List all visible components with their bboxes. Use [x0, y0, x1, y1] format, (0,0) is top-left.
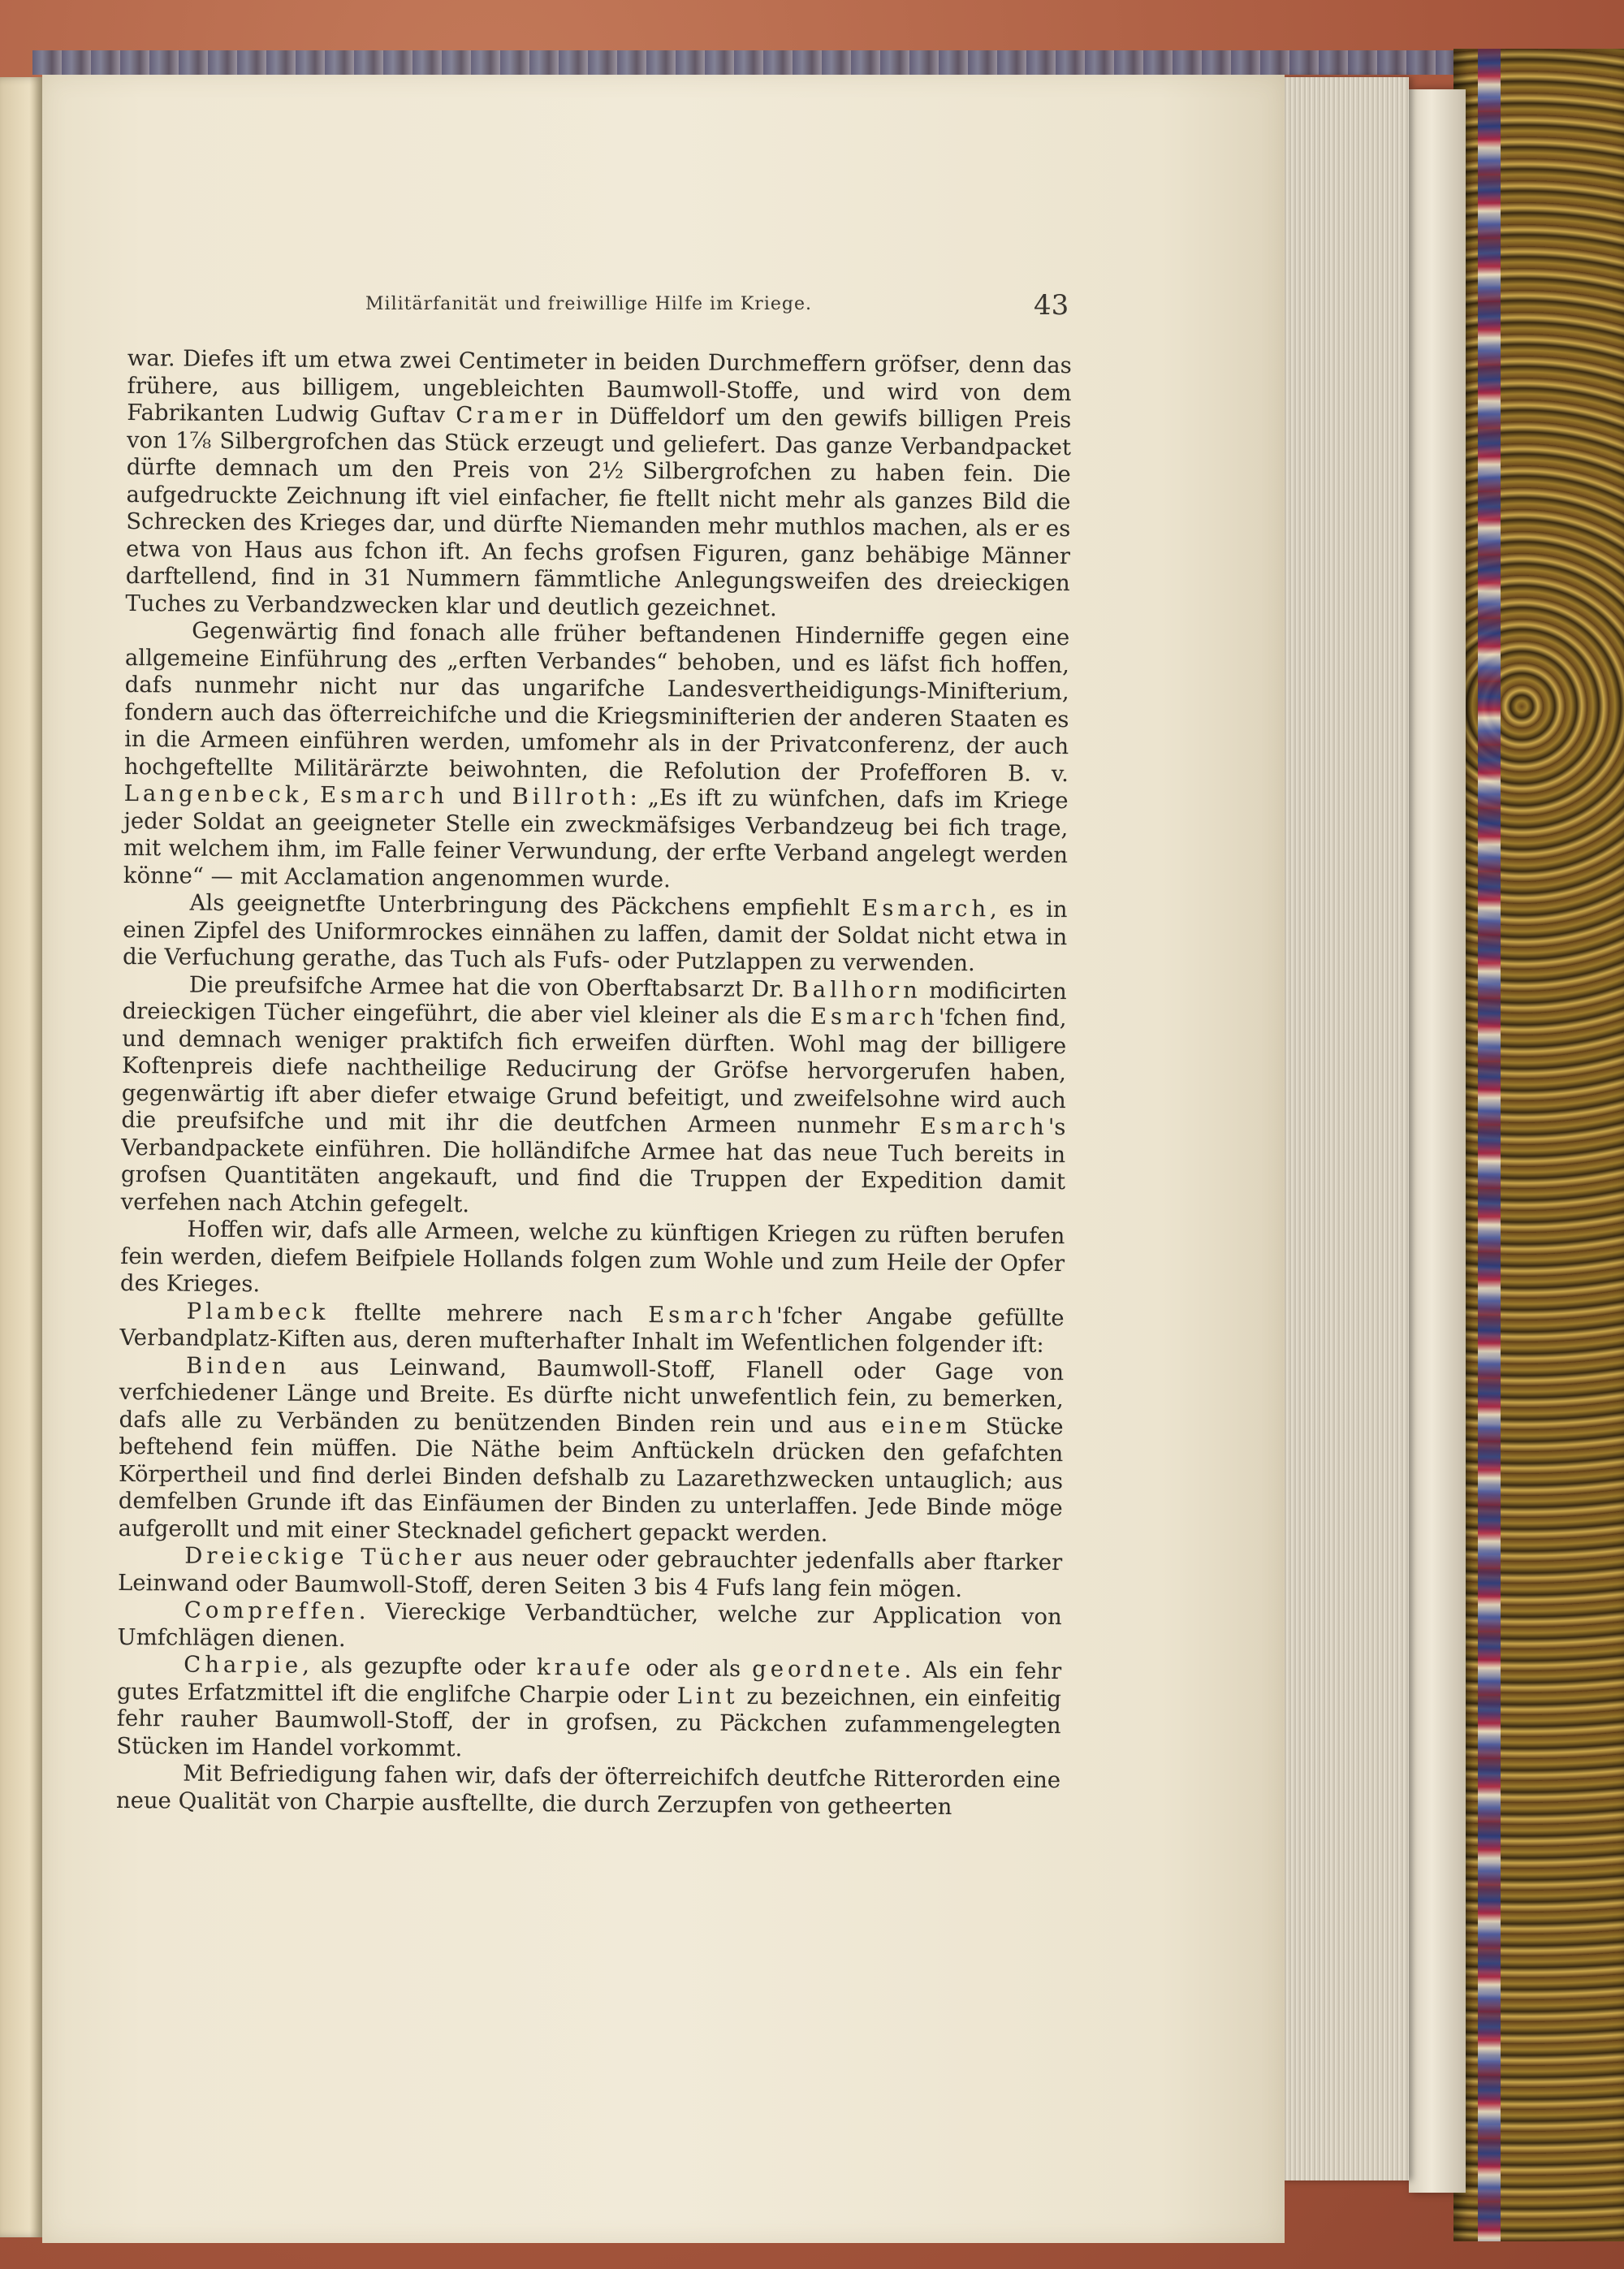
- spaced-emphasis: Esmarch: [319, 781, 449, 810]
- paragraph: [118, 1351, 1064, 1549]
- spaced-emphasis: Esmarch: [648, 1301, 777, 1329]
- text-run: zu bezeichnen, ein einfeitig fehr rauher Baumwoll-Stoff, der in grofsen, zu Päckchen zufammengelegten Stücken im Handel vorkommt.: [116, 1683, 1062, 1761]
- page-number: 43: [1034, 289, 1069, 322]
- spaced-emphasis: Plambeck: [186, 1298, 330, 1325]
- text-run: in Düffeldorf um den gewifs billigen Preis von 1⅞ Silbergrofchen das Stück erzeugt und geliefert. Das ganze Verbandpacket dürfte demnach um den Preis von 2½ Silbergrofchen zu haben fein. Die aufgedruckte Zeichnung ift viel einfacher, fie ftellt nicht mehr als ganzes Bild die Schrecken des Krieges dar, und dürfte Niemanden mehr muthlos machen, als er es etwa von Haus aus fchon ift. An fechs grofsen Figuren, ganz behäbige Männer darftellend, find in 31 Nummern fämmtliche Anlegungsweifen des dreieckigen Tuches zu Verbandzwecken klar und deutlich gezeichnet.: [125, 403, 1072, 621]
- spaced-emphasis: Dreieckige Tücher: [184, 1542, 466, 1571]
- text-run: , als gezupfte oder: [302, 1652, 538, 1681]
- text-run: 'fchen find, und demnach weniger praktifch fich erweifen dürften. Wohl mag der billigere Koftenpreis diefe nachtheilige Reducirung der Gröfse hervorgerufen haben, gegenwärtig ift aber diefer etwaige Grund befeitigt, und zweifelsohne wird auch die preufsifche und mit ihr die deutfchen Armeen nunmehr: [121, 1004, 1067, 1139]
- spaced-emphasis: kraufe: [536, 1654, 635, 1681]
- page-block-edges: [1279, 77, 1409, 2180]
- spaced-emphasis: Compreffen: [184, 1597, 359, 1625]
- paragraph: [121, 970, 1067, 1223]
- text-run: Gegenwärtig find fonach alle früher beftandenen Hinderniffe gegen eine allgemeine Einführung des „erften Verbandes“ behoben, und es läfst fich hoffen, dafs nunmehr nicht nur das ungarifche Landesvertheidigungs-Minifterium, fondern auch das öfterreichifche und die Kriegsminifterien der anderen Staaten es in die Armeen einführen werden, umfomehr als in der Privatconferenz, der auch hochgeftellte Militärärzte beiwohnten, die Refolution der Profefforen B. v.: [123, 617, 1070, 787]
- paragraph: [125, 345, 1072, 625]
- text-run: oder als: [634, 1654, 753, 1683]
- text-run: 'fcher Angabe gefüllte Verbandplatz-Kiften aus, deren mufterhafter Inhalt im Wefentlichen folgender ift:: [119, 1302, 1065, 1358]
- paragraph: [117, 1597, 1061, 1658]
- text-run: und: [447, 783, 512, 810]
- left-page-edge: [0, 77, 42, 2237]
- text-run: . Als ein fehr gutes Erfatzmittel ift die englifche Charpie oder: [116, 1657, 1062, 1709]
- spaced-emphasis: Esmarch: [919, 1113, 1048, 1140]
- text-run: 's Verbandpackete einführen. Die holländifche Armee hat das neue Tuch bereits in grofsen Quantitäten angekauft, und find die Truppen der Expedition damit verfehen nach Atchin gefegelt.: [120, 1113, 1066, 1217]
- paragraph: [116, 1651, 1061, 1767]
- text-run: Die preufsifche Armee hat die von Oberftabsarzt Dr.: [188, 971, 793, 1002]
- book-cover-top-edge: [32, 50, 1486, 75]
- paragraph: [123, 889, 1068, 979]
- text-run: war. Diefes ift um etwa zwei Centimeter in beiden Durchmeffern gröfser, denn das frühere, aus billigem, ungebleichten Baumwoll-Stoffe, und wird von dem Fabrikanten Ludwig Guftav: [127, 345, 1072, 429]
- page-block-back: [1409, 89, 1466, 2193]
- text-run: aus neuer oder gebrauchter jedenfalls aber ftarker Leinwand oder Baumwoll-Stoff, deren Seiten 3 bis 4 Fufs lang fein mögen.: [117, 1545, 1063, 1602]
- paragraph: [119, 1297, 1064, 1359]
- spaced-emphasis: Billroth: [512, 783, 630, 810]
- spaced-emphasis: Charpie: [184, 1651, 303, 1679]
- text-run: . Viereckige Verbandtücher, welche zur Application von Umfchlägen dienen.: [117, 1598, 1062, 1652]
- text-run: modificirten dreieckigen Tücher eingeführt, die aber viel kleiner als die: [122, 977, 1067, 1030]
- running-head: Militärfanität und freiwillige Hilfe im Kriege.: [365, 294, 812, 314]
- spaced-emphasis: Lint: [676, 1682, 739, 1709]
- spaced-emphasis: Ballhorn: [792, 975, 922, 1004]
- spaced-emphasis: Esmarch: [862, 895, 991, 923]
- text-run: Mit Befriedigung fahen wir, dafs der öfterreichifch deutfche Ritterorden eine neue Qualität von Charpie ausftellte, die durch Zerzupfen von getheerten: [115, 1760, 1061, 1820]
- paragraph: [123, 617, 1070, 897]
- text-run: ,: [302, 781, 321, 808]
- text-run: : „Es ift zu wünfchen, dafs im Kriege jeder Soldat an geeigneter Stelle ein zweckmäfsiges Verbandzeug bei fich trage, mit welchem ihm, im Falle feiner Verwundung, der erfte Verband angelegt werden könne“ — mit Acclamation angenommen wurde.: [123, 784, 1069, 892]
- text-run: Hoffen wir, dafs alle Armeen, welche zu künftigen Kriegen zu rüften berufen fein werden, diefem Beifpiele Hollands folgen zum Wohle und zum Heile der Opfer des Krieges.: [119, 1216, 1065, 1298]
- spaced-emphasis: Esmarch: [810, 1003, 939, 1031]
- text-run: Stücke beftehend fein müffen. Die Näthe beim Anftückeln drücken den gefafchten Körpertheil und find derlei Binden defshalb zu Lazarethzwecken untauglich; aus demfelben Grunde ift das Einfäumen der Binden zu unterlaffen. Jede Binde möge aufgerollt und mit einer Stecknadel gefichert gepackt werden.: [118, 1412, 1064, 1547]
- paragraph: [116, 1760, 1060, 1822]
- spaced-emphasis: Cramer: [456, 402, 567, 430]
- body-text: [116, 345, 1072, 1822]
- text-run: Als geeignetfte Unterbringung des Päckchens empfiehlt: [189, 889, 862, 922]
- spaced-emphasis: Binden: [186, 1352, 291, 1380]
- spaced-emphasis: geordnete: [752, 1656, 905, 1683]
- text-run: , es in einen Zipfel des Uniformrockes einnähen zu laffen, damit der Soldat nicht etwa in die Verfuchung gerathe, das Tuch als Fufs- oder Putzlappen zu verwenden.: [122, 896, 1068, 977]
- text-run: ftellte mehrere nach: [329, 1299, 649, 1328]
- text-run: aus Leinwand, Baumwoll-Stoff, Flanell oder Gage von verfchiedener Länge und Breite. Es dürfte nicht unwefentlich fein, zu bemerken, dafs alle zu Verbänden zu benützenden Binden rein und aus: [119, 1353, 1065, 1438]
- spaced-emphasis: Langenbeck: [123, 780, 303, 808]
- paragraph: [120, 1216, 1065, 1305]
- spaced-emphasis: einem: [881, 1411, 971, 1439]
- marbled-endpaper-strip: [1478, 49, 1501, 2241]
- paragraph: [118, 1542, 1062, 1604]
